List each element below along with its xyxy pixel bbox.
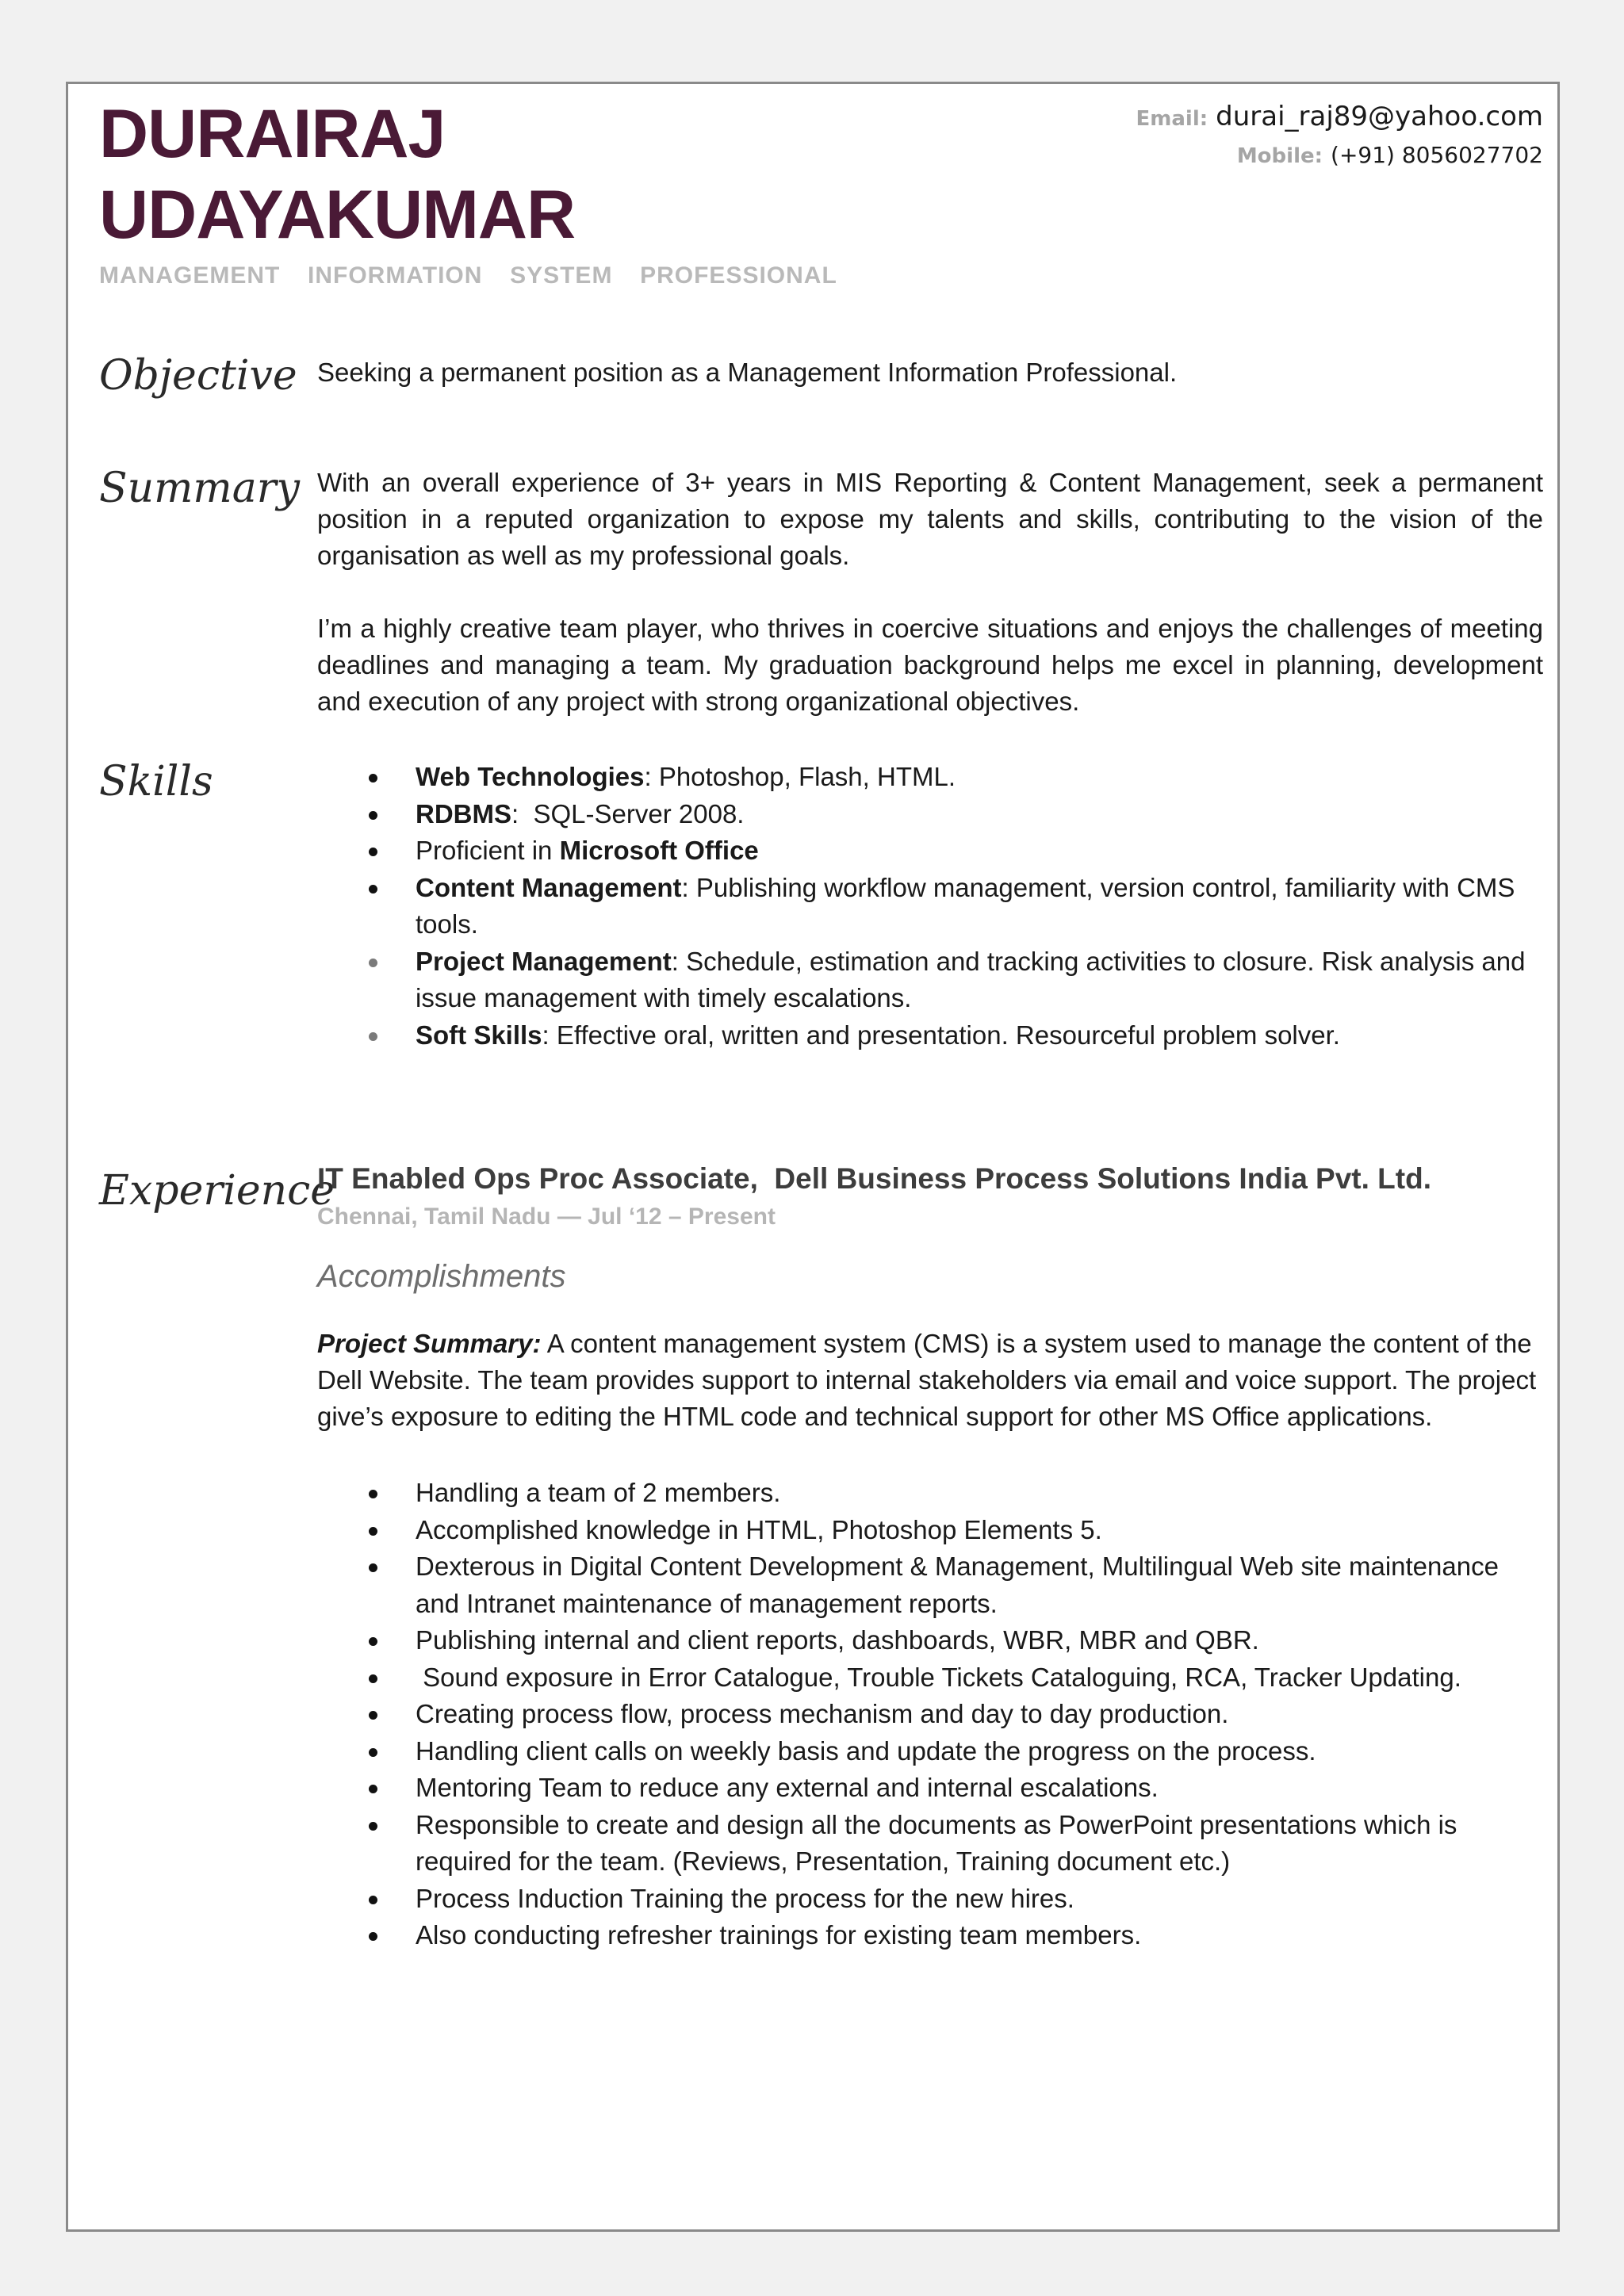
bullet-icon [369,1637,377,1646]
name-line-first: DURAIRAJ [99,96,446,172]
job-title: IT Enabled Ops Proc Associate, Dell Business Process Solutions India Pvt. Ltd. [317,1162,1431,1195]
candidate-name [99,94,575,255]
list-item [317,1548,1543,1622]
list-item [317,1917,1543,1954]
accomplishment-text: Handling a team of 2 members. [416,1478,781,1507]
email-address[interactable]: durai_raj89@yahoo.com [1216,101,1543,132]
skill-detail: : Effective oral, written and presentation. Resourceful problem solver. [542,1020,1340,1050]
summary-paragraph-1: With an overall experience of 3+ years in MIS Reporting & Content Management, seek a permanent position in a reputed organization to expose my talents and skills, contributing to the vision of the organisation as well as my professional goals. [317,468,1543,570]
skill-detail: : Photoshop, Flash, HTML. [644,762,956,791]
skill-prefix: Proficient in [416,836,560,865]
list-item [317,943,1543,1017]
list-item [317,1881,1543,1918]
skill-detail: : SQL-Server 2008. [511,798,745,828]
bullet-icon [369,811,377,820]
accomplishment-text: Process Induction Training the process for the new hires. [416,1883,1074,1913]
email-row [1136,98,1543,137]
bullet-icon [369,1490,377,1498]
bullet-icon [369,1896,377,1904]
section-title-objective: Objective [99,352,297,400]
accomplishment-text: Dexterous in Digital Content Development & Management, Multilingual Web site maintenance and Intranet maintenance of management reports. [416,1552,1499,1618]
accomplishment-text: Responsible to create and design all the documents as PowerPoint presentations which is required for the team. (Reviews, Presentation, Training document etc.) [416,1809,1457,1876]
accomplishment-text: Handling client calls on weekly basis and update the progress on the process. [416,1735,1316,1766]
section-title-skills: Skills [99,758,213,806]
list-item [317,1733,1543,1770]
list-item [317,1696,1543,1733]
list-item [317,870,1543,943]
list-item [317,1770,1543,1807]
accomplishment-text: Creating process flow, process mechanism and day to day production. [416,1699,1229,1728]
skills-list-container [317,759,1543,1054]
accomplishment-text: Mentoring Team to reduce any external and internal escalations. [416,1773,1159,1802]
skill-name: Web Technologies [416,762,645,791]
accomplishment-text: Sound exposure in Error Catalogue, Trouble Tickets Cataloguing, RCA, Tracker Updating. [416,1662,1461,1692]
skill-name: Microsoft Office [559,836,759,865]
project-summary-label: Project Summary: [317,1329,542,1358]
project-summary [317,1326,1543,1435]
skill-detail: : Schedule, estimation and tracking activities to closure. Risk analysis and issue management with timely escalations. [416,946,1526,1012]
skill-name: Soft Skills [416,1020,542,1050]
list-item [317,1622,1543,1659]
accomplishments-list [219,1475,1543,1954]
bullet-icon [369,885,377,894]
skill-detail: : Publishing workflow management, version control, familiarity with CMS tools. [416,872,1515,939]
bullet-icon [369,1711,377,1720]
job-location-dates: Chennai, Tamil Nadu — Jul ‘12 – Present [317,1203,776,1230]
section-title-experience: Experience [99,1167,335,1215]
mobile-number[interactable]: (+91) 8056027702 [1331,142,1543,168]
list-item [317,1807,1543,1881]
bullet-icon [369,1527,377,1536]
list-item [317,1512,1543,1549]
skill-name: Project Management [416,946,672,976]
list-item [317,832,1543,870]
mobile-row [1136,137,1543,174]
bullet-icon [369,774,377,783]
list-item [317,1475,1543,1512]
contact-block [1136,98,1543,174]
objective-text: Seeking a permanent position as a Management Information Professional. [317,358,1178,387]
list-item [317,1659,1543,1697]
accomplishment-text: Publishing internal and client reports, dashboards, WBR, MBR and QBR. [416,1625,1259,1655]
list-item [317,1017,1543,1054]
mobile-label: Mobile: [1236,144,1323,168]
skill-name: Content Management [416,872,682,902]
bullet-icon [369,848,377,856]
bullet-icon [369,1932,377,1941]
email-label: Email: [1136,107,1208,131]
section-title-summary: Summary [99,465,300,512]
list-item [317,759,1543,796]
bullet-icon [369,1785,377,1793]
project-summary-text: A content management system (CMS) is a system used to manage the content of the Dell Website. The team provides support to internal stakeholders via email and voice support. The project give’s exposure to editing the HTML code and technical support for other MS Office applications. [317,1329,1537,1431]
accomplishment-text: Also conducting refresher trainings for existing team members. [416,1920,1142,1950]
accomplishment-text: Accomplished knowledge in HTML, Photoshop Elements 5. [416,1514,1102,1544]
bullet-icon [369,1032,377,1041]
list-item [317,796,1543,833]
skill-name: RDBMS [416,798,511,828]
accomplishments-heading: Accomplishments [317,1259,566,1294]
accomplishments-list-container [317,1475,1543,1954]
bullet-icon [369,1822,377,1831]
summary-paragraph-2: I’m a highly creative team player, who thrives in coercive situations and enjoys the challenges of meeting deadlines and managing a team. My graduation background helps me excel in planning, development and execution of any project with strong organizational objectives. [317,614,1543,716]
bullet-icon [369,959,377,967]
name-line-last: UDAYAKUMAR [99,177,576,253]
bullet-icon [369,1674,377,1683]
professional-tagline: MANAGEMENT INFORMATION SYSTEM PROFESSIONAL [99,262,837,289]
bullet-icon [369,1563,377,1572]
skills-list [219,759,1543,1054]
bullet-icon [369,1748,377,1757]
